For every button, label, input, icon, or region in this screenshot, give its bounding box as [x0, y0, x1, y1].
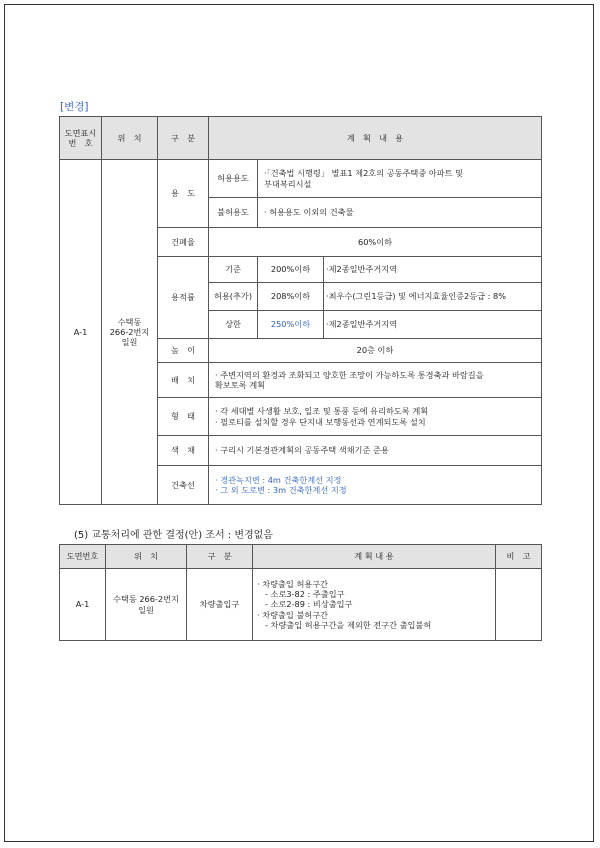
disallowed-use-value: · 허용용도 이외의 건축물	[258, 198, 542, 228]
use-label: 용 도	[158, 160, 209, 228]
setback-value	[209, 466, 542, 505]
height-value: 20층 이하	[209, 339, 542, 363]
header-code: 도면표시 번 호	[60, 117, 102, 160]
setback-line: · 경관녹지변 : 4m 건축한계선 지정	[215, 474, 342, 485]
coverage-label: 건폐율	[158, 228, 209, 257]
allowed-use-value: ·「건축법 시행령」 별표1 제2호의 공동주택중 아파트 및 부대복리시설	[258, 160, 542, 198]
t2-plan-line: - 차량출입 허용구간을 제외한 전구간 출입불허	[265, 619, 432, 630]
form-value	[209, 398, 542, 436]
location-cell: 수택동 266-2번지 일원	[102, 160, 158, 505]
far-row-value: 200%이하	[258, 257, 324, 283]
t2-code: A-1	[60, 569, 106, 641]
header-category: 구 분	[158, 117, 209, 160]
traffic-table	[59, 544, 542, 641]
t2-remark	[496, 569, 542, 641]
allowed-use-label: 허용용도	[209, 160, 258, 198]
form-label: 형 태	[158, 398, 209, 436]
plan-table	[59, 116, 542, 505]
t2-plan-line: · 차량출입 불허구간	[257, 609, 329, 620]
layout-label: 배 치	[158, 363, 209, 398]
setback-label: 건축선	[158, 466, 209, 505]
section5-title: (5) 교통처리에 관한 결정(안) 조서 : 변경없음	[74, 530, 273, 541]
disallowed-use-label: 불허용도	[209, 198, 258, 228]
heading-change: [변경]	[60, 101, 89, 113]
far-row-note: ·제2종일반주거지역	[324, 257, 542, 283]
layout-value: · 주변지역의 환경과 조화되고 양호한 조망이 가능하도록 통경축과 바람길을 확보토록 계획	[209, 363, 542, 398]
t2-header-plan: 계 획 내 용	[253, 545, 496, 569]
far-row-value: 250%이하	[258, 311, 324, 339]
form-line: · 각 세대별 사생활 보호, 일조 및 통풍 등에 유리하도록 계획	[215, 406, 429, 417]
far-label: 용적률	[158, 257, 209, 339]
far-row-label: 허용(추가)	[209, 283, 258, 311]
color-value: · 구리시 기본경관계획의 공동주택 색채기준 준용	[209, 436, 542, 466]
far-row-note: ·제2종일반주거지역	[324, 311, 542, 339]
form-line: · 필로티를 설치할 경우 단지내 보행동선과 연계되도록 설치	[215, 416, 426, 427]
t2-plan-line: - 소로2-89 : 비상출입구	[265, 599, 353, 610]
t2-header-category: 구 분	[187, 545, 253, 569]
t2-header-code: 도면번호	[60, 545, 106, 569]
t2-plan	[253, 569, 496, 641]
t2-header-location: 위 치	[106, 545, 187, 569]
code-cell: A-1	[60, 160, 102, 505]
t2-header-remark: 비 고	[496, 545, 542, 569]
far-row-label: 기준	[209, 257, 258, 283]
color-label: 색 채	[158, 436, 209, 466]
far-row-value: 208%이하	[258, 283, 324, 311]
t2-plan-line: · 차량출입 허용구간	[257, 578, 329, 589]
far-row-note: ·최우수(그린1등급) 및 에너지효율인증2등급 : 8%	[324, 283, 542, 311]
header-location: 위 치	[102, 117, 158, 160]
setback-line: · 그 외 도로변 : 3m 건축한계선 지정	[215, 485, 347, 495]
coverage-value: 60%이하	[209, 228, 542, 257]
height-label: 높 이	[158, 339, 209, 363]
header-plan: 계 획 내 용	[209, 117, 542, 160]
far-row-label: 상한	[209, 311, 258, 339]
t2-location: 수택동 266-2번지 일원	[106, 569, 187, 641]
t2-category: 차량출입구	[187, 569, 253, 641]
t2-plan-line: - 소로3-82 : 주출입구	[265, 589, 345, 600]
